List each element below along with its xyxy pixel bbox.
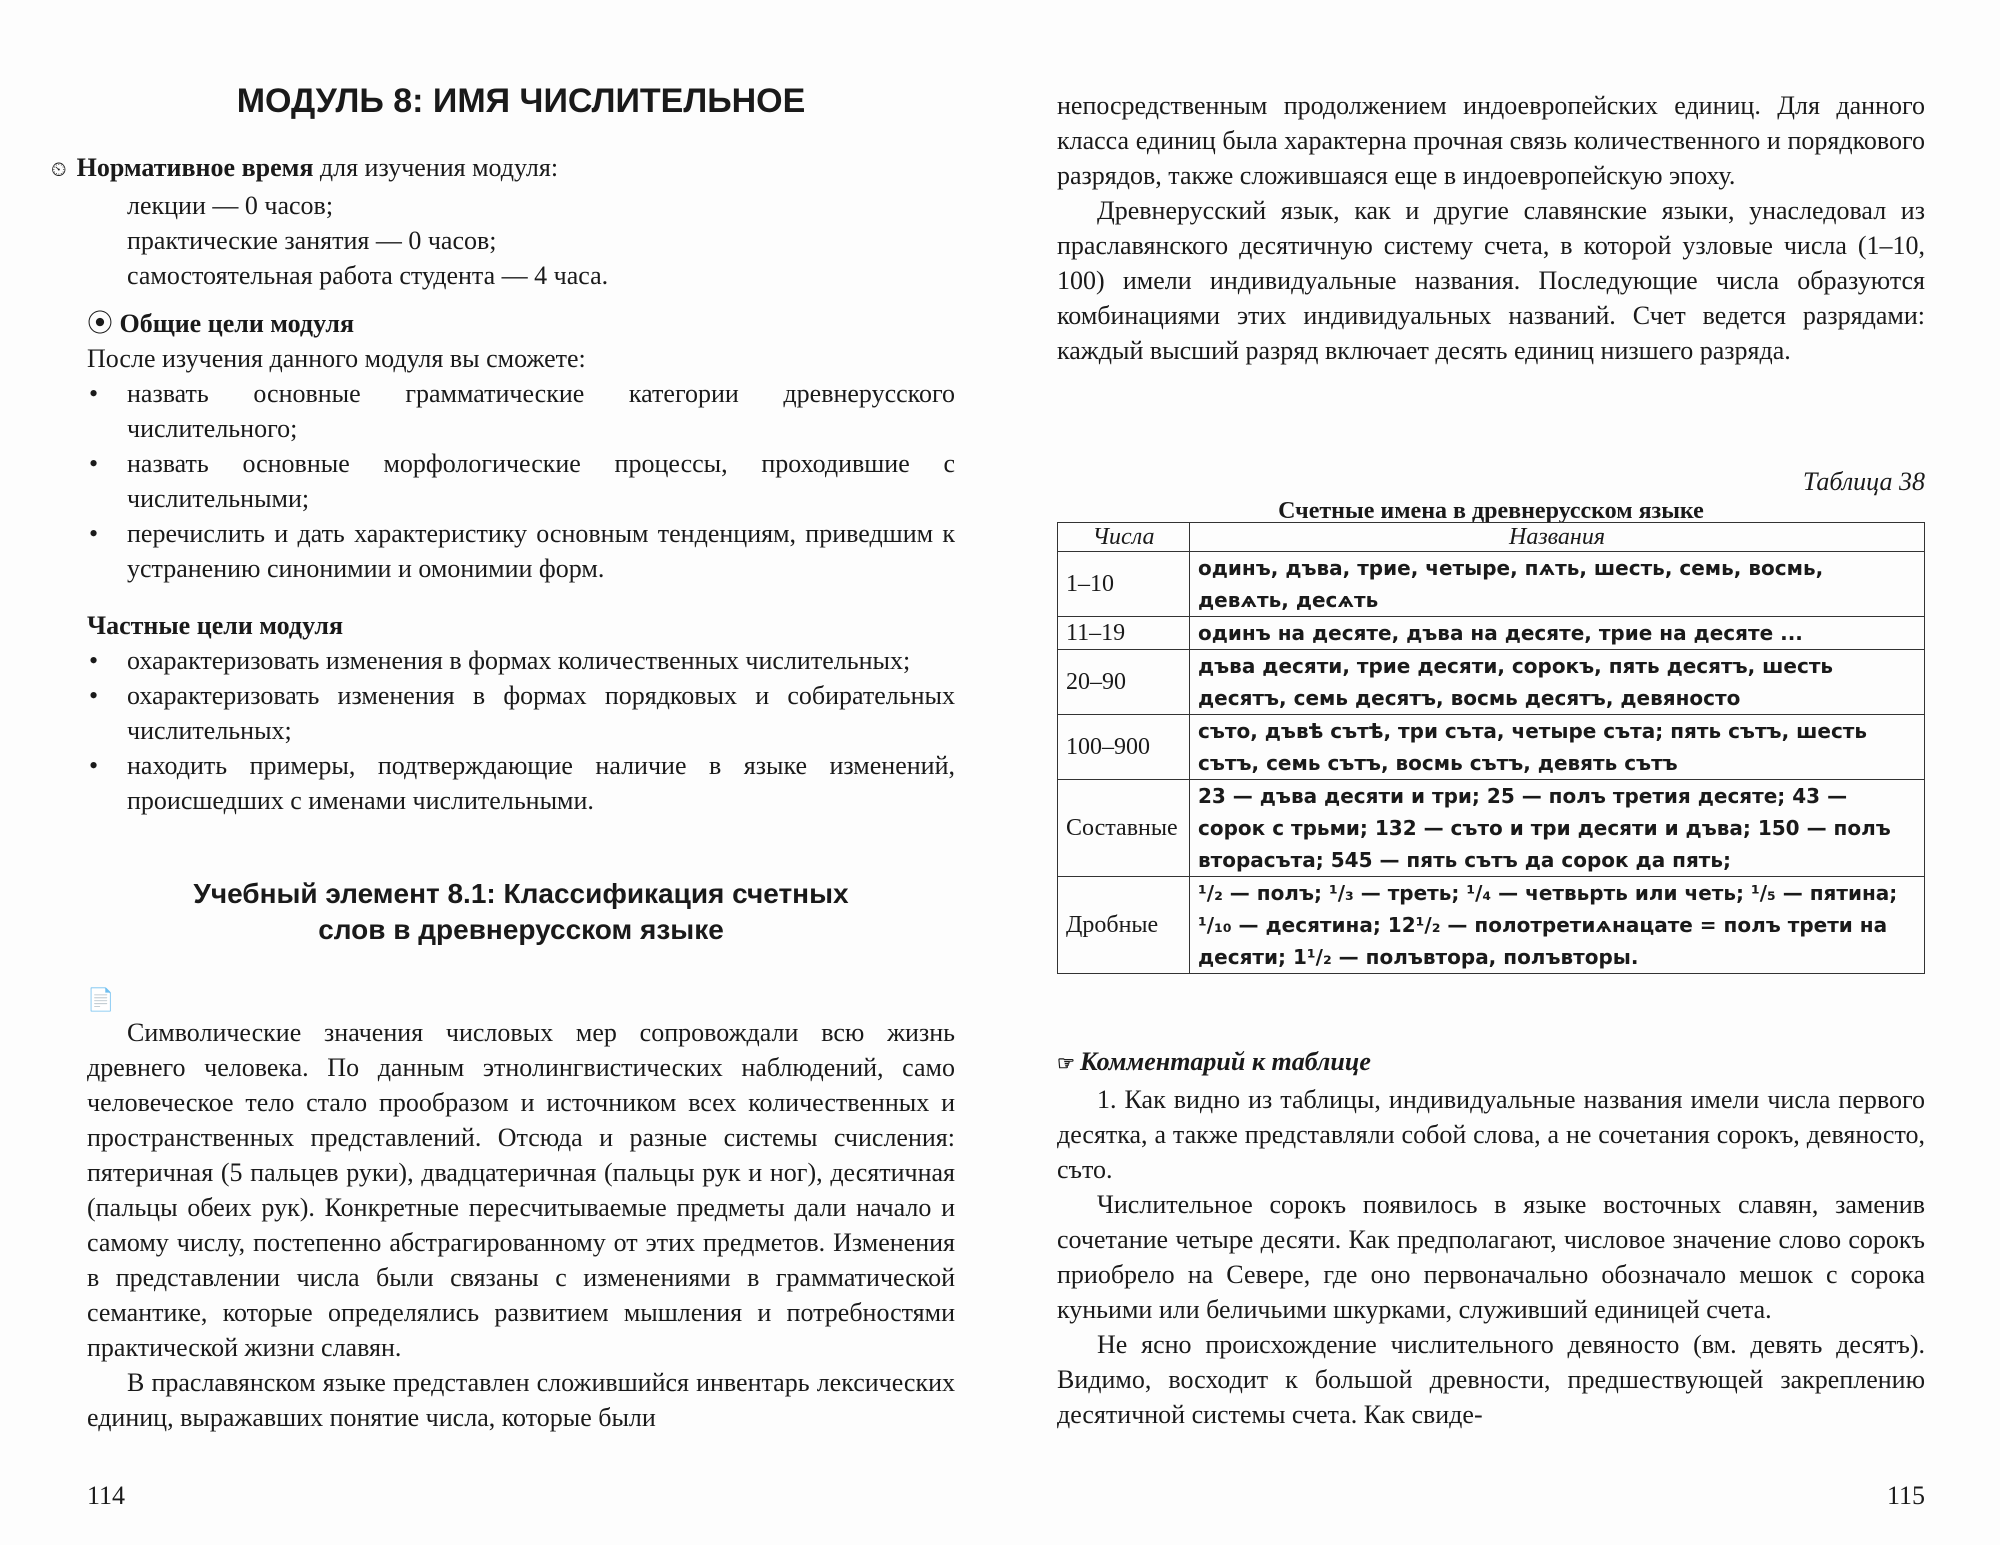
table-row <box>1058 877 1925 974</box>
paragraph: Числительное сорокъ появилось в языке восточных славян, заменив сочетание четыре десяти. Как предполагают, числовое значение слово сорокъ приобрело на Севере, где оно первоначально обозначало мешок с сорока куньими или беличьими шкурками, служивший единицей счета. <box>1057 1190 1925 1324</box>
comment-block <box>1057 1044 1925 1432</box>
goals-intro: После изучения данного модуля вы сможете: <box>87 344 586 373</box>
section-title: Учебный элемент 8.1: Классификация счетных слов в древнерусском языке <box>193 878 849 945</box>
number-cell: Дробные <box>1058 877 1190 974</box>
goal-item: • назвать основные морфологические процессы, проходившие с числительными; <box>87 446 955 516</box>
number-cell: 11–19 <box>1058 617 1190 650</box>
left-body <box>87 1015 955 1435</box>
private-goals <box>87 608 955 818</box>
names-cell: одинъ на десяте, дъва на десяте, трие на десяте ... <box>1190 617 1925 650</box>
table-header-row <box>1058 523 1925 552</box>
number-cell: Составные <box>1058 780 1190 877</box>
paragraph: Древнерусский язык, как и другие славянские языки, унаследовал из праславянского десятичную систему счета, в которой узловые числа (1–10, 100) имели индивидуальные названия. Последующие числа образуются комбинациями этих индивидуальных названий. Счет ведется разрядами: каждый высший разряд включает десять единиц низшего разряда. <box>1057 196 1925 365</box>
table-row <box>1058 617 1925 650</box>
header-cell: Числа <box>1058 523 1190 552</box>
number-cell: 100–900 <box>1058 715 1190 780</box>
names-cell: съто, дъвѣ сътѣ, три съта, четыре съта; пять сътъ, шесть сътъ, семь сътъ, восмь сътъ, девять сътъ <box>1190 715 1925 780</box>
numerals-table <box>1057 522 1925 974</box>
time-block <box>51 150 955 293</box>
names-cell: ¹/₂ — полъ; ¹/₃ — треть; ¹/₄ — четвьрть или четь; ¹/₅ — пятина; ¹/₁₀ — десятина; 12¹/₂ — полотретиѧнацате = полъ трети на десяти; 1¹/₂ — полъвтора, полъвторы. <box>1190 877 1925 974</box>
time-heading: Нормативное время <box>76 153 314 182</box>
table-title: Счетные имена в древнерусском языке <box>1278 498 1704 524</box>
goal-item: • перечислить и дать характеристику основным тенденциям, приведшим к устранению синонимии и омонимии форм. <box>87 516 955 586</box>
table-row <box>1058 552 1925 617</box>
time-item: практические занятия — 0 часов; <box>127 226 497 255</box>
goal-item: • назвать основные грамматические категории древнерусского числительного; <box>87 376 955 446</box>
paragraph: непосредственным продолжением индоевропейских единиц. Для данного класса единиц была характерна прочная связь количественного и порядкового разрядов, также сложившаяся еще в индоевропейскую эпоху. <box>1057 91 1925 190</box>
goal-item: • находить примеры, подтверждающие наличие в языке изменений, происшедших с именами числительными. <box>87 748 955 818</box>
number-cell: 20–90 <box>1058 650 1190 715</box>
names-cell: 23 — дъва десяти и три; 25 — полъ третия десяте; 43 — сорок с трьми; 132 — съто и три десяти и дъва; 150 — полъ вторасъта; 545 — пять сътъ да сорок да пять; <box>1190 780 1925 877</box>
header-cell: Названия <box>1190 523 1925 552</box>
time-item: лекции — 0 часов; <box>127 191 334 220</box>
comment-heading: Комментарий к таблице <box>1079 1047 1371 1076</box>
module-title: МОДУЛЬ 8: ИМЯ ЧИСЛИТЕЛЬНОЕ <box>236 82 806 120</box>
names-cell: одинъ, дъва, трие, четыре, пѧть, шесть, семь, восмь, девѧть, десѧть <box>1190 552 1925 617</box>
paragraph: Не ясно происхождение числительного девяносто (вм. девять десятъ). Видимо, восходит к большой древности, предшествующей закреплению десятичной системы счета. Как свиде- <box>1057 1330 1925 1429</box>
right-body <box>1057 88 1925 368</box>
goal-item: • охарактеризовать изменения в формах порядковых и собирательных числительных; <box>87 678 955 748</box>
page-number-right: 115 <box>1886 1481 1925 1510</box>
clock-icon: ⏲ <box>51 159 67 181</box>
paragraph: В праславянском языке представлен сложившийся инвентарь лексических единиц, выражавших понятие числа, которые были <box>87 1368 955 1432</box>
page-number-left: 114 <box>87 1481 126 1510</box>
goals-heading: Общие цели модуля <box>119 309 355 338</box>
goal-item: • охарактеризовать изменения в формах количественных числительных; <box>87 643 955 678</box>
private-goals-heading: Частные цели модуля <box>87 611 344 640</box>
general-goals <box>87 306 955 586</box>
paragraph: 1. Как видно из таблицы, индивидуальные названия имели числа первого десятка, а также представляли собой слова, а не сочетания сорокъ, девяносто, съто. <box>1057 1085 1925 1184</box>
names-cell: дъва десяти, трие десяти, сорокъ, пять десятъ, шесть десятъ, семь десятъ, восмь десятъ, девяносто <box>1190 650 1925 715</box>
table-row <box>1058 780 1925 877</box>
target-icon: ⦿ <box>87 309 120 338</box>
time-heading-rest: для изучения модуля: <box>313 153 559 182</box>
pointing-hand-icon: ☞ <box>1057 1053 1080 1075</box>
number-cell: 1–10 <box>1058 552 1190 617</box>
paragraph: Символические значения числовых мер сопровождали всю жизнь древнего человека. По данным этнолингвистических наблюдений, само человеческое тело стало прообразом и источником всех количественных и пространственных представлений. Отсюда и разные системы счисления: пятеричная (5 пальцев руки), двадцатеричная (пальцы рук и ног), десятичная (пальцы обеих рук). Конкретные пересчитываемые предметы дали начало и самому числу, постепенно абстрагированному от этих предметов. Изменения в представлении числа были связаны с изменениями в грамматической семантике, которые определялись развитием мышления и потребностями практической жизни славян. <box>87 1018 955 1362</box>
table-row <box>1058 715 1925 780</box>
table-row <box>1058 650 1925 715</box>
table-label: Таблица 38 <box>1802 467 1925 496</box>
notes-icon: 📄 <box>87 987 115 1012</box>
time-item: самостоятельная работа студента — 4 часа. <box>127 261 609 290</box>
